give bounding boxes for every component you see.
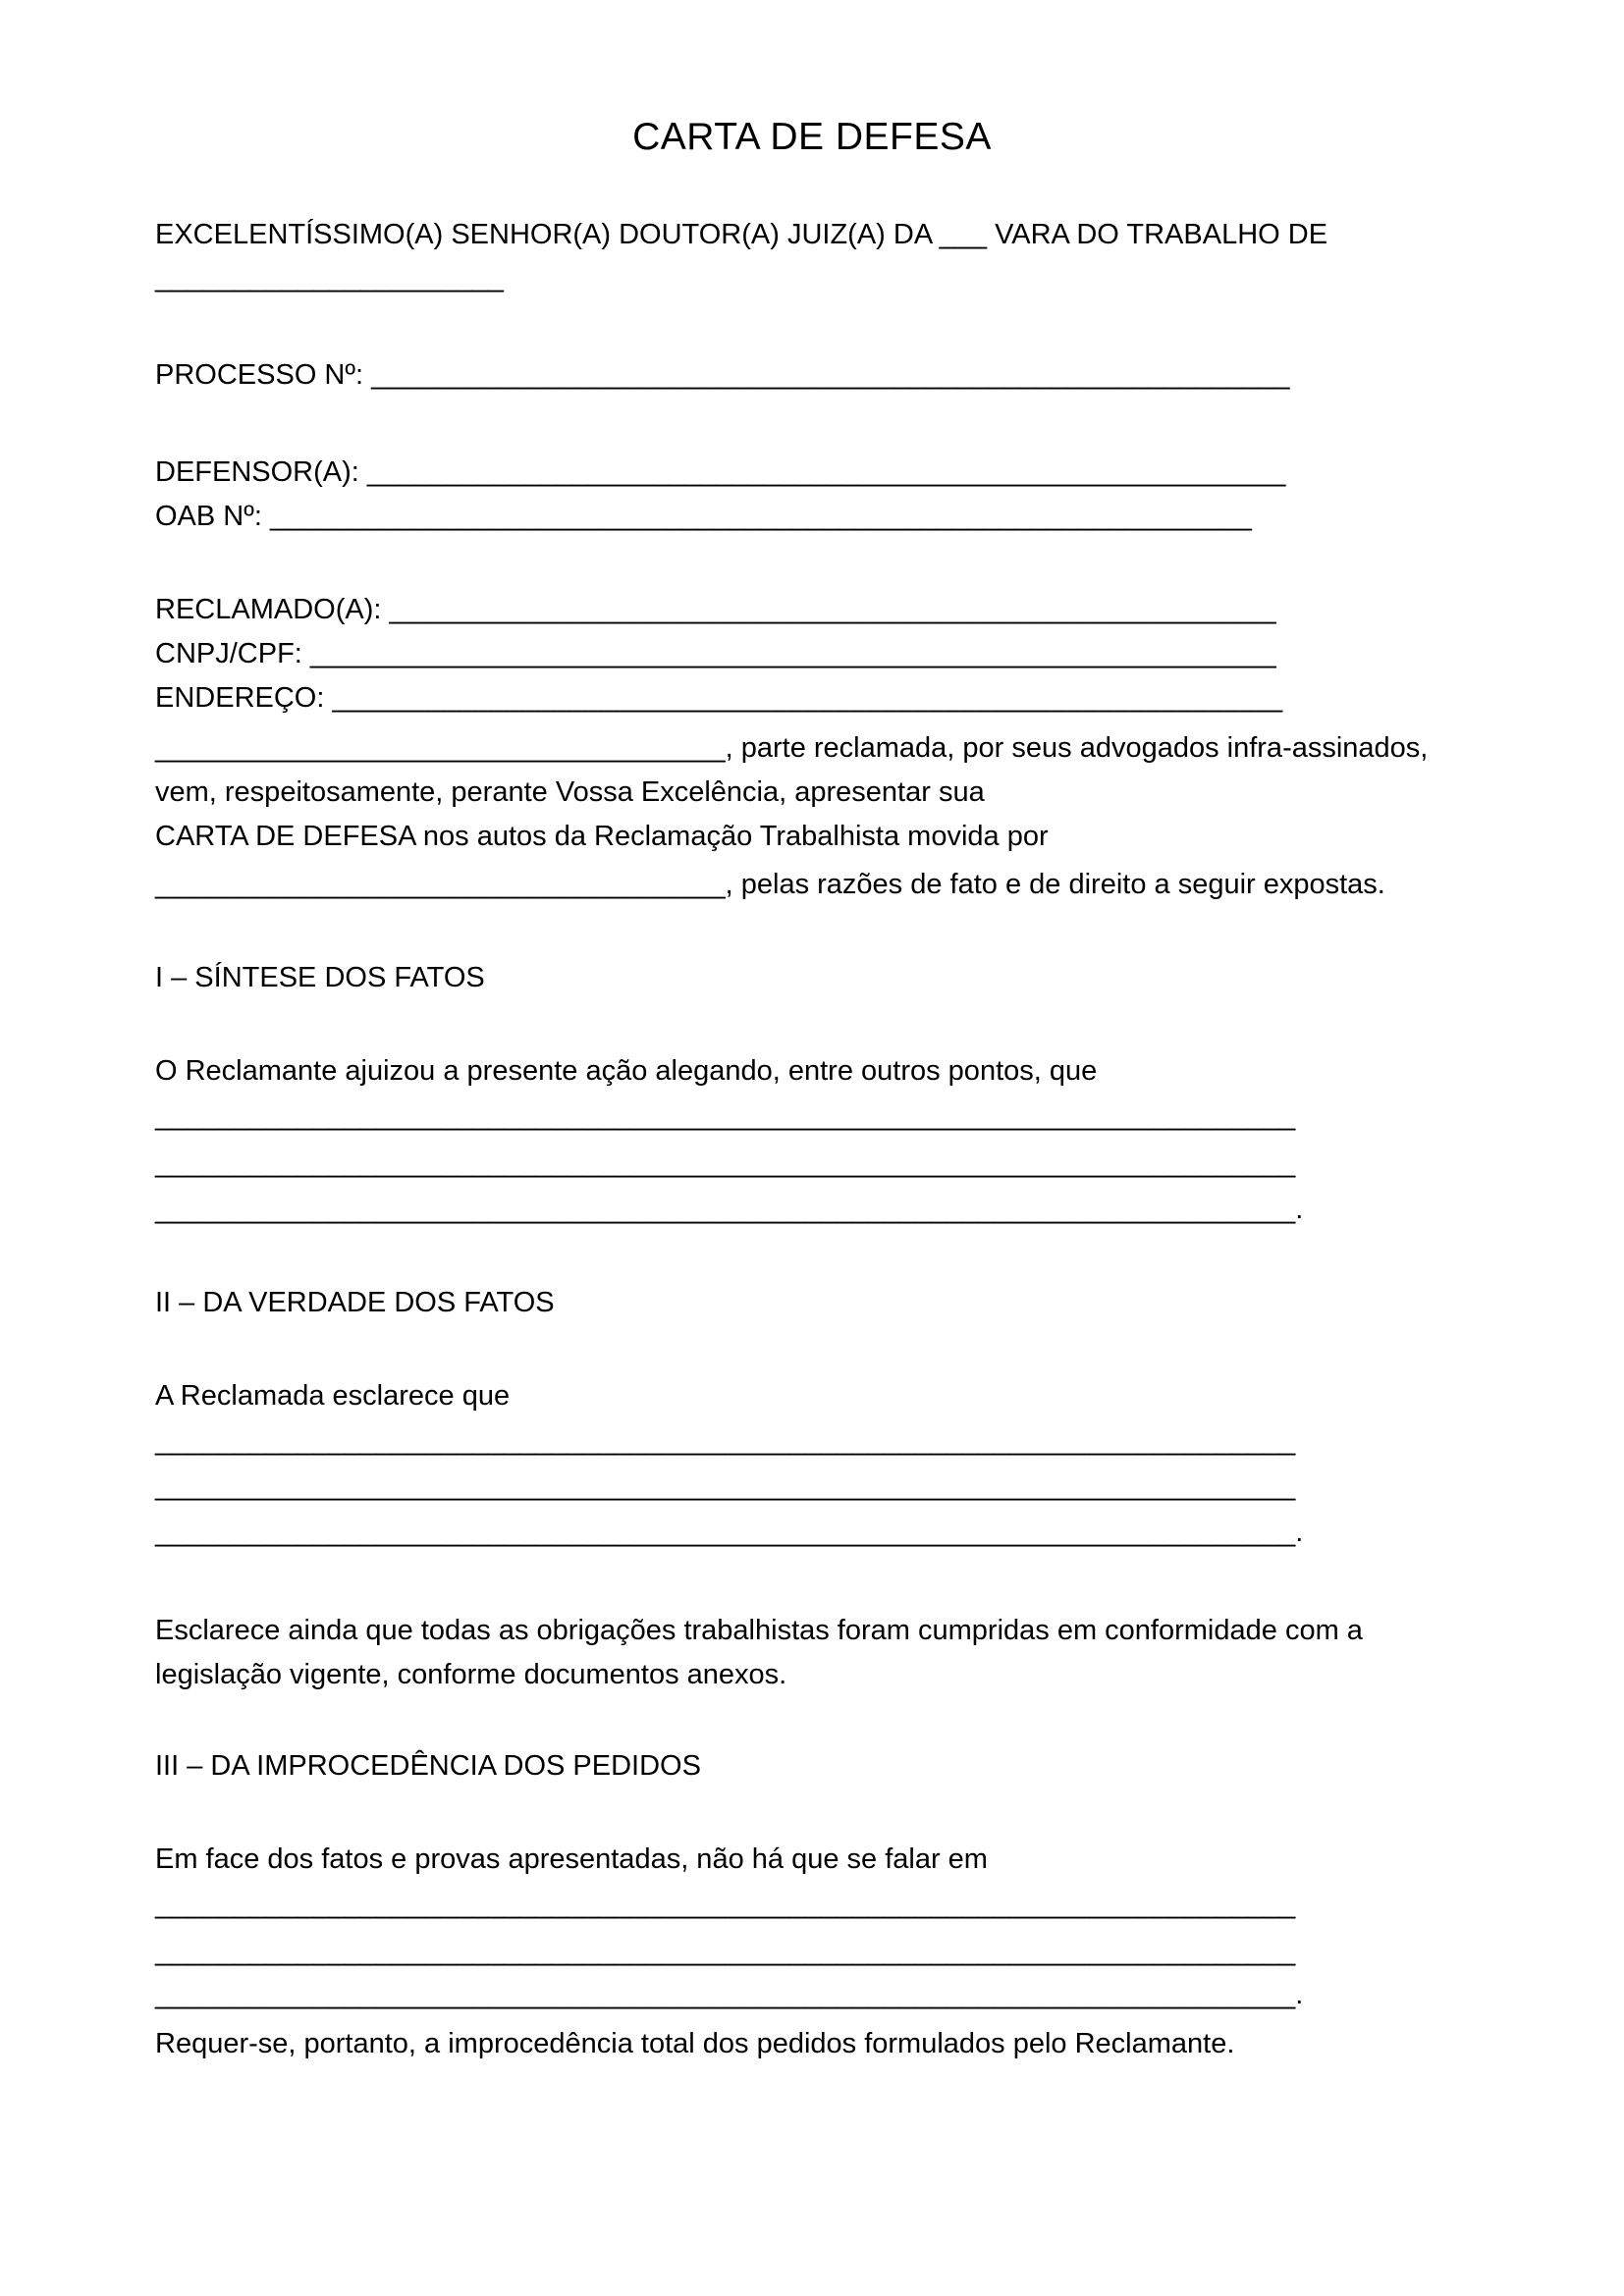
oab-blank-field: ______________________________________________________________ [269, 501, 1252, 532]
section-i-fill-line-3: ________________________________________________________________________. [155, 1194, 1304, 1225]
defensor-blank-field: __________________________________________________________ [366, 456, 1286, 488]
section-iii-lead: Em face dos fatos e provas apresentadas, não há que se falar em [155, 1843, 988, 1875]
section-iii-heading: III – DA IMPROCEDÊNCIA DOS PEDIDOS [155, 1750, 701, 1782]
section-iii-fill-line-2: ________________________________________________________________________ [155, 1936, 1296, 1967]
section-iii-fill-line-1: ________________________________________________________________________ [155, 1889, 1296, 1920]
intro-line-3: CARTA DE DEFESA nos autos da Reclamação Trabalhista movida por [155, 821, 1049, 852]
document-title: CARTA DE DEFESA [632, 116, 992, 158]
section-ii-fill-line-2: ________________________________________________________________________ [155, 1470, 1296, 1502]
section-i-heading: I – SÍNTESE DOS FATOS [155, 962, 485, 993]
section-ii-lead: A Reclamada esclarece que [155, 1380, 511, 1412]
reclamado-blank-field: ________________________________________________________ [389, 594, 1276, 625]
cnpj-line [155, 631, 1276, 676]
intro-blank-2: ____________________________________ [155, 869, 726, 900]
intro-line-2: vem, respeitosamente, perante Vossa Excelência, apresentar sua [155, 776, 985, 808]
intro-line-4 [155, 862, 1385, 907]
reclamado-line [155, 587, 1276, 632]
reclamado-label: RECLAMADO(A): [155, 594, 390, 625]
intro-line-1 [155, 725, 1428, 771]
defensor-label: DEFENSOR(A): [155, 456, 367, 488]
processo-blank-field: __________________________________________________________ [371, 359, 1290, 391]
section-ii-note-line-2: legislação vigente, conforme documentos anexos. [155, 1659, 787, 1690]
section-ii-fill-line-3: ________________________________________________________________________. [155, 1517, 1304, 1548]
cnpj-label: CNPJ/CPF: [155, 638, 310, 669]
section-iii-closing: Requer-se, portanto, a improcedência total dos pedidos formulados pelo Reclamante. [155, 2028, 1235, 2059]
addressee-blank-line: ______________________ [155, 262, 504, 294]
section-i-lead: O Reclamante ajuizou a presente ação alegando, entre outros pontos, que [155, 1055, 1098, 1087]
processo-label: PROCESSO Nº: [155, 359, 372, 391]
addressee-line: EXCELENTÍSSIMO(A) SENHOR(A) DOUTOR(A) JUIZ(A) DA ___ VARA DO TRABALHO DE [155, 219, 1328, 250]
section-ii-fill-line-1: ________________________________________________________________________ [155, 1425, 1296, 1457]
intro-blank-1: ____________________________________ [155, 732, 726, 764]
cnpj-blank-field: _____________________________________________________________ [309, 638, 1276, 669]
intro-text-1: , parte reclamada, por seus advogados infra-assinados, [725, 732, 1429, 764]
intro-text-4: , pelas razões de fato e de direito a seguir expostas. [725, 869, 1385, 900]
endereco-blank-field: ____________________________________________________________ [332, 682, 1283, 714]
defensor-line [155, 450, 1285, 495]
section-ii-note-line-1: Esclarece ainda que todas as obrigações trabalhistas foram cumpridas em conformidade com a [155, 1615, 1363, 1646]
section-i-fill-line-2: ________________________________________________________________________ [155, 1148, 1296, 1179]
oab-line [155, 494, 1252, 539]
endereco-line [155, 675, 1282, 721]
endereco-label: ENDEREÇO: [155, 682, 333, 714]
section-i-fill-line-1: ________________________________________________________________________ [155, 1100, 1296, 1132]
section-iii-fill-line-3: ________________________________________________________________________. [155, 1979, 1304, 2010]
section-ii-heading: II – DA VERDADE DOS FATOS [155, 1287, 555, 1318]
processo-line [155, 352, 1290, 398]
oab-label: OAB Nº: [155, 501, 270, 532]
